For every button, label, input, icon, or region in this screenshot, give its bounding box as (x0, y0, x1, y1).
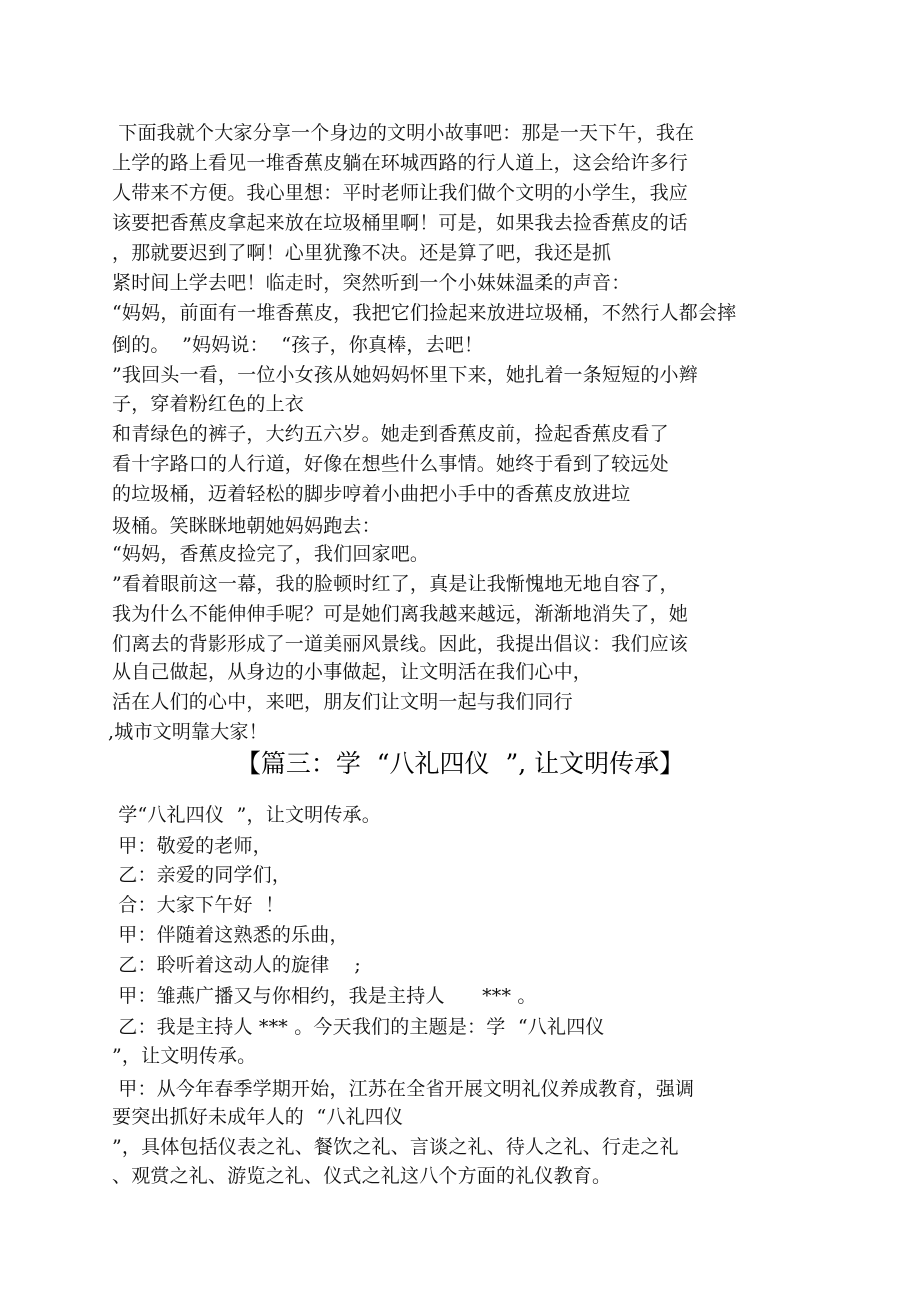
text-line: 要突出抓好未成年人的 “八礼四仪 (112, 1106, 404, 1128)
text-line: 子，穿着粉红色的上衣 (112, 393, 305, 415)
section-heading: 【篇三：学 “八礼四仪 ”, 让文明传承】 (235, 749, 685, 778)
text-line: 紧时间上学去吧！临走时，突然听到一个小妹妹温柔的声音： (112, 272, 631, 294)
text-line: ”我回头一看，一位小女孩从她妈妈怀里下来，她扎着一条短短的小辫 (112, 364, 698, 386)
text-line: 我为什么不能伸伸手呢？可是她们离我越来越远，渐渐地消失了，她 (112, 603, 689, 625)
text-line: 甲：雏燕广播又与你相约，我是主持人 *** 。 (112, 985, 537, 1007)
text-line: ，那就要迟到了啊！心里犹豫不决。还是算了吧，我还是抓 (112, 242, 612, 264)
text-line: 乙：聆听着这动人的旋律 ; (112, 954, 361, 976)
text-line: ,城市文明靠大家！ (108, 721, 268, 743)
text-line: 们离去的背影形成了一道美丽风景线。因此，我提出倡议：我们应该 (112, 633, 689, 655)
text-line: 甲：敬爱的老师， (112, 835, 272, 857)
text-line: 从自己做起，从身边的小事做起，让文明活在我们心中， (112, 661, 593, 683)
text-line: ”看着眼前这一幕，我的脸顿时红了，真是让我惭愧地无地自容了， (112, 573, 679, 595)
text-line: 圾桶。笑眯眯地朝她妈妈跑去： (112, 515, 381, 537)
text-line: “妈妈，香蕉皮捡完了，我们回家吧。 (112, 543, 430, 565)
text-line: 倒的。 ”妈妈说： “孩子，你真棒，去吧！ (112, 334, 484, 356)
text-line: 合：大家下午好 ！ (112, 894, 285, 916)
text-line: 、观赏之礼、游览之礼、仪式之礼这八个方面的礼仪教育。 (112, 1165, 612, 1187)
text-line: 乙：我是主持人 *** 。今天我们的主题是：学 “八礼四仪 (112, 1016, 605, 1038)
text-line: 活在人们的心中，来吧，朋友们让文明一起与我们同行 (112, 691, 573, 713)
text-line: ”，具体包括仪表之礼、餐饮之礼、言谈之礼、待人之礼、行走之礼 (112, 1136, 679, 1158)
text-line: 看十字路口的人行道，好像在想些什么事情。她终于看到了较远处 (112, 453, 669, 475)
text-line: 学“八礼四仪 ”，让文明传承。 (112, 804, 381, 826)
text-line: “妈妈，前面有一堆香蕉皮，我把它们捡起来放进垃圾桶，不然行人都会摔 (112, 302, 737, 324)
text-line: 的垃圾桶，迈着轻松的脚步哼着小曲把小手中的香蕉皮放进垃 (112, 483, 631, 505)
text-line: 上学的路上看见一堆香蕉皮躺在环城西路的行人道上，这会给许多行 (112, 152, 689, 174)
text-line: 甲：从今年春季学期开始，江苏在全省开展文明礼仪养成教育，强调 (112, 1078, 695, 1100)
text-line: 甲：伴随着这熟悉的乐曲， (112, 924, 349, 946)
text-line: 该要把香蕉皮拿起来放在垃圾桶里啊！可是，如果我去捡香蕉皮的话 (112, 212, 689, 234)
text-line: 人带来不方便。我心里想：平时老师让我们做个文明的小学生，我应 (112, 182, 689, 204)
text-line: 下面我就个大家分享一个身边的文明小故事吧：那是一天下午，我在 (112, 122, 695, 144)
text-line: 和青绿色的裤子，大约五六岁。她走到香蕉皮前，捡起香蕉皮看了 (112, 423, 669, 445)
text-line: 乙：亲爱的同学们， (112, 864, 292, 886)
text-line: ”，让文明传承。 (112, 1045, 257, 1067)
